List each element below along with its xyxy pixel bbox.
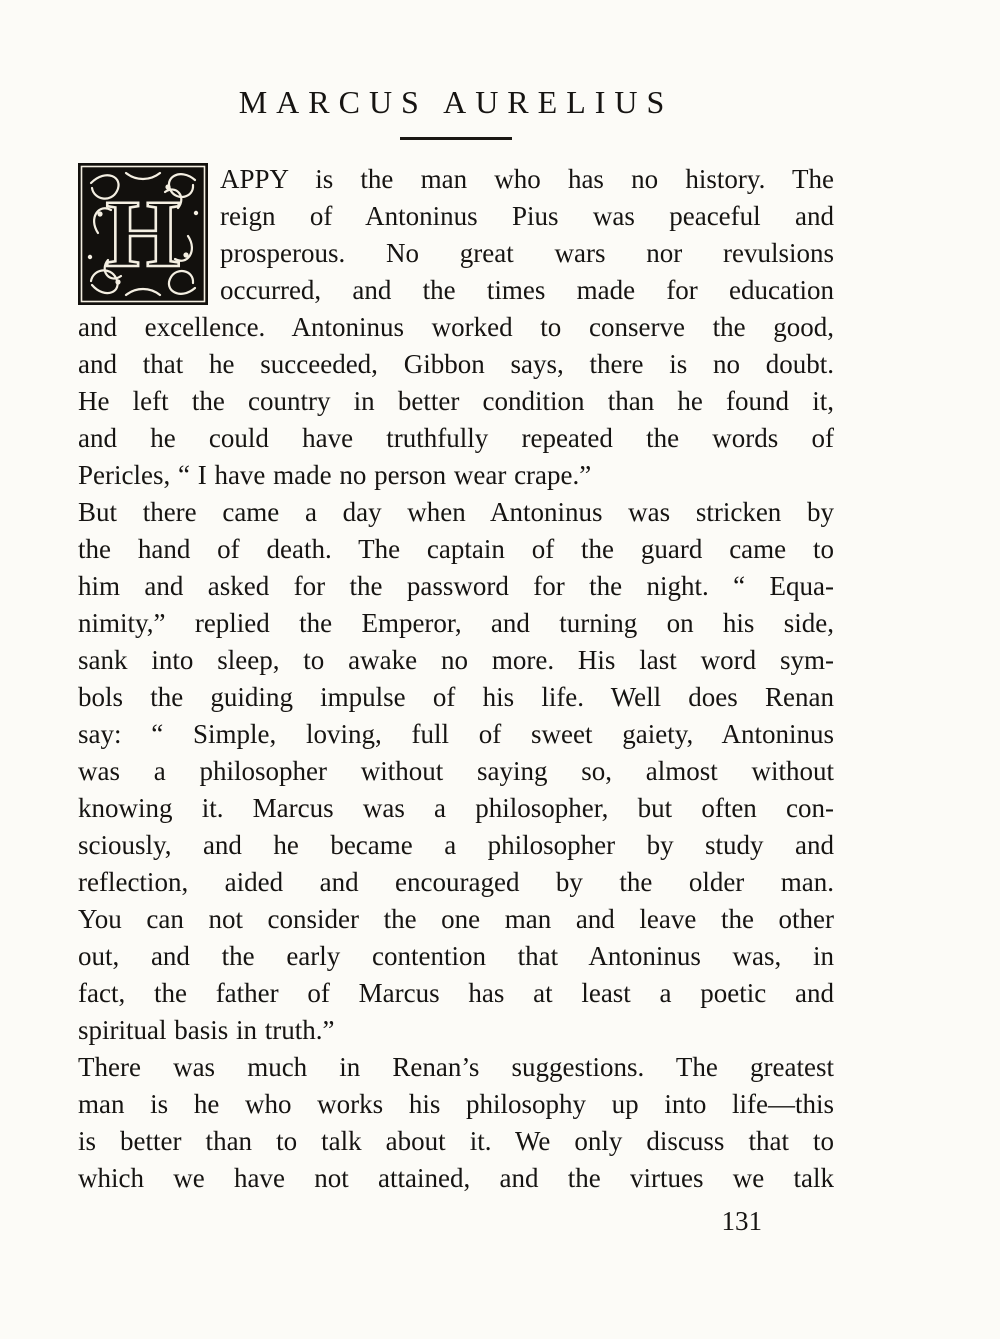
drop-cap-illustration bbox=[78, 163, 208, 305]
text-line: occurred, and the times made for education bbox=[220, 275, 834, 305]
text-line: knowing it. Marcus was a philosopher, but often con- bbox=[78, 793, 834, 823]
text-line: is better than to talk about it. We only discuss that to bbox=[78, 1126, 834, 1156]
page-title: MARCUS AURELIUS bbox=[238, 84, 674, 120]
drop-cap-ornament bbox=[78, 163, 208, 305]
text-line: APPY is the man who has no history. The bbox=[220, 164, 834, 194]
text-line: sank into sleep, to awake no more. His last word sym- bbox=[78, 645, 834, 675]
body-text bbox=[78, 161, 834, 1197]
text-line: reign of Antoninus Pius was peaceful and bbox=[220, 201, 834, 231]
text-line: say: “ Simple, loving, full of sweet gaiety, Antoninus bbox=[78, 719, 834, 749]
drop-cap-letter: H bbox=[105, 180, 181, 287]
text-line: out, and the early contention that Antoninus was, in bbox=[78, 941, 834, 971]
text-line: But there came a day when Antoninus was stricken by bbox=[78, 497, 834, 527]
text-line: man is he who works his philosophy up into life—this bbox=[78, 1089, 834, 1119]
text-line: which we have not attained, and the virtues we talk bbox=[78, 1163, 834, 1193]
text-line: bols the guiding impulse of his life. Well does Renan bbox=[78, 682, 834, 712]
text-line: and that he succeeded, Gibbon says, there is no doubt. bbox=[78, 349, 834, 379]
text-line: Pericles, “ I have made no person wear crape.” bbox=[78, 460, 592, 490]
text-line: There was much in Renan’s suggestions. The greatest bbox=[78, 1052, 834, 1082]
text-line: prosperous. No great wars nor revulsions bbox=[220, 238, 834, 268]
text-line: fact, the father of Marcus has at least a poetic and bbox=[78, 978, 834, 1008]
page-content bbox=[78, 0, 834, 1240]
text-line: him and asked for the password for the night. “ Equa- bbox=[78, 571, 834, 601]
text-line: He left the country in better condition than he found it, bbox=[78, 386, 834, 416]
text-line: was a philosopher without saying so, almost without bbox=[78, 756, 834, 786]
title-divider bbox=[400, 137, 512, 140]
text-line: and he could have truthfully repeated the words of bbox=[78, 423, 834, 453]
text-line: and excellence. Antoninus worked to conserve the good, bbox=[78, 312, 834, 342]
text-line: reflection, aided and encouraged by the older man. bbox=[78, 867, 834, 897]
text-line: the hand of death. The captain of the guard came to bbox=[78, 534, 834, 564]
text-line: sciously, and he became a philosopher by study and bbox=[78, 830, 834, 860]
text-line: nimity,” replied the Emperor, and turning on his side, bbox=[78, 608, 834, 638]
page-number: 131 bbox=[721, 1206, 762, 1236]
text-line: You can not consider the one man and leave the other bbox=[78, 904, 834, 934]
text-line: spiritual basis in truth.” bbox=[78, 1015, 335, 1045]
